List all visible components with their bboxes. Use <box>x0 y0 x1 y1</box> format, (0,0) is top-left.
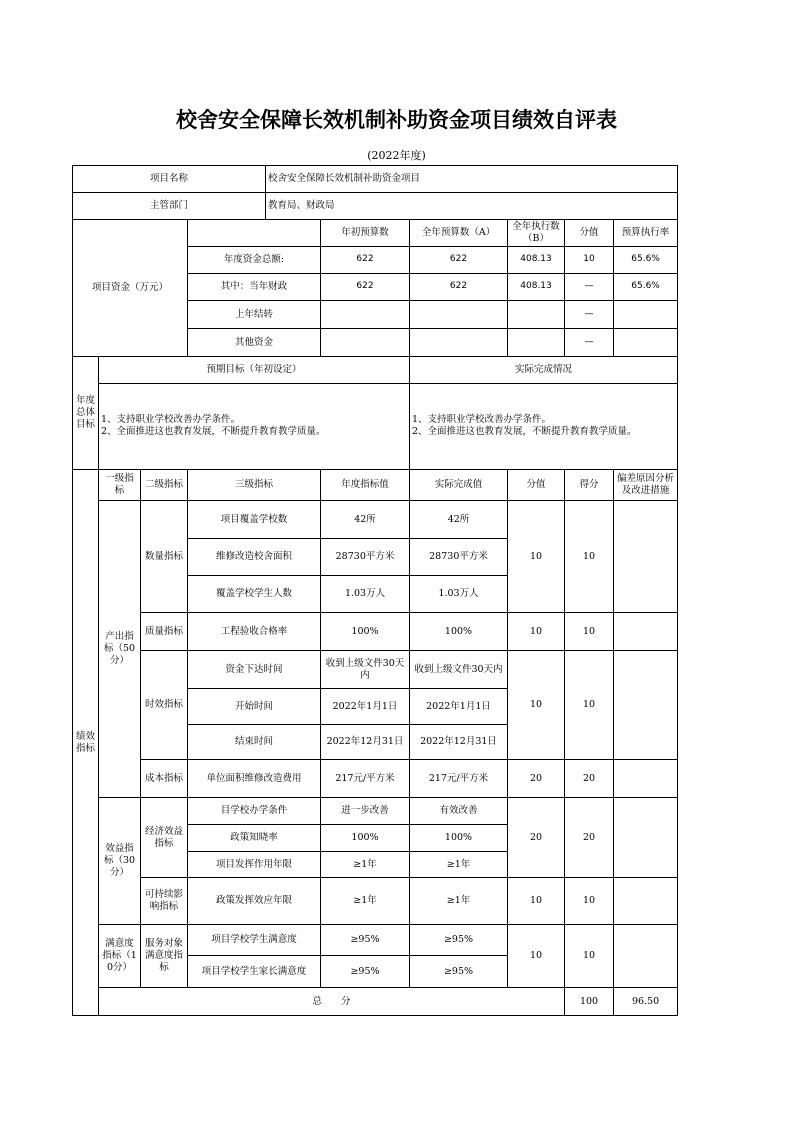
quantity-label: 数量指标 <box>141 501 188 613</box>
service-label: 服务对象满意度指标 <box>141 925 188 988</box>
timeliness-note <box>614 651 678 760</box>
funds-cell: 622 <box>321 247 410 274</box>
ind-header: 二级指标 <box>141 470 188 501</box>
quality-got: 10 <box>565 613 614 651</box>
funds-label: 项目资金（万元） <box>73 220 188 357</box>
indicator-actual: 1.03万人 <box>410 576 508 613</box>
indicator-actual: 42所 <box>410 501 508 539</box>
ind-header: 偏差原因分析及改进措施 <box>614 470 678 501</box>
indicator-name: 维修改造校舍面积 <box>188 539 321 576</box>
funds-row-label: 上年结转 <box>188 301 321 329</box>
funds-cell: 65.6% <box>614 247 678 274</box>
indicator-actual: 100% <box>410 825 508 852</box>
dept-label: 主管部门 <box>73 193 266 220</box>
funds-cell <box>508 301 565 329</box>
funds-cell <box>321 301 410 329</box>
indicator-name: 项目发挥作用年限 <box>188 852 321 878</box>
funds-cell: — <box>565 301 614 329</box>
indicator-target: 100% <box>321 825 410 852</box>
economic-label: 经济效益指标 <box>141 798 188 878</box>
funds-cell <box>321 329 410 357</box>
page-title: 校舍安全保障长效机制补助资金项目绩效自评表 <box>176 108 617 132</box>
funds-cell <box>410 301 508 329</box>
ind-header: 三级指标 <box>188 470 321 501</box>
funds-cell: 10 <box>565 247 614 274</box>
funds-cell: 65.6% <box>614 274 678 301</box>
goals-actual-header: 实际完成情况 <box>410 357 678 384</box>
quantity-note <box>614 501 678 613</box>
indicator-actual: ≥1年 <box>410 878 508 925</box>
satisfaction-label: 满意度指标（10分） <box>99 925 141 988</box>
indicator-actual: 100% <box>410 613 508 651</box>
funds-cell: — <box>565 329 614 357</box>
output-label: 产出指标（50分） <box>99 501 141 798</box>
indicator-actual: 2022年12月31日 <box>410 725 508 760</box>
indicator-target: ≥95% <box>321 956 410 988</box>
goals-planned-header: 预期目标（年初设定） <box>99 357 410 384</box>
service-note <box>614 925 678 988</box>
benefit-label: 效益指标（30分） <box>99 798 141 925</box>
funds-header: 全年预算数（A） <box>410 220 508 247</box>
quantity-score: 10 <box>508 501 565 613</box>
indicator-actual: ≥95% <box>410 956 508 988</box>
funds-cell <box>410 329 508 357</box>
indicator-name: 单位面积维修改造费用 <box>188 760 321 798</box>
funds-cell <box>614 329 678 357</box>
funds-row-label: 其他资金 <box>188 329 321 357</box>
quality-score: 10 <box>508 613 565 651</box>
sustainable-note <box>614 878 678 925</box>
funds-cell: 408.13 <box>508 274 565 301</box>
indicator-name: 覆盖学校学生人数 <box>188 576 321 613</box>
indicator-target: 217元/平方米 <box>321 760 410 798</box>
goals-actual-text: 1、支持职业学校改善办学条件。 2、全面推进这也教育发展，不断提升教育教学质量。 <box>410 384 678 470</box>
funds-row-label: 年度资金总额: <box>188 247 321 274</box>
indicator-name: 项目学校学生满意度 <box>188 925 321 956</box>
ind-header: 实际完成值 <box>410 470 508 501</box>
quality-note <box>614 613 678 651</box>
cost-label: 成本指标 <box>141 760 188 798</box>
cost-got: 20 <box>565 760 614 798</box>
total-score: 100 <box>565 988 614 1016</box>
funds-header: 分值 <box>565 220 614 247</box>
ind-header: 分值 <box>508 470 565 501</box>
report-year: (2022年度) <box>367 149 426 162</box>
funds-corner <box>188 220 321 247</box>
indicator-name: 项目覆盖学校数 <box>188 501 321 539</box>
indicator-name: 项目学校学生家长满意度 <box>188 956 321 988</box>
indicator-target: 1.03万人 <box>321 576 410 613</box>
sustainable-label: 可持续影响指标 <box>141 878 188 925</box>
funds-cell: 622 <box>321 274 410 301</box>
indicator-name: 结束时间 <box>188 725 321 760</box>
timeliness-got: 10 <box>565 651 614 760</box>
economic-score: 20 <box>508 798 565 878</box>
total-label: 总 分 <box>99 988 565 1016</box>
funds-header: 全年执行数（B） <box>508 220 565 247</box>
funds-cell: 622 <box>410 274 508 301</box>
ind-header: 得分 <box>565 470 614 501</box>
ind-header: 一级指标 <box>99 470 141 501</box>
indicator-actual: 收到上级文件30天内 <box>410 651 508 689</box>
indicator-name: 开始时间 <box>188 689 321 725</box>
indicator-target: 2022年1月1日 <box>321 689 410 725</box>
indicator-target: ≥1年 <box>321 878 410 925</box>
sustainable-got: 10 <box>565 878 614 925</box>
goals-planned-text: 1、支持职业学校改善办学条件。 2、全面推进这也教育发展，不断提升教育教学质量。 <box>99 384 410 470</box>
indicator-actual: ≥95% <box>410 925 508 956</box>
project-name-value: 校舍安全保障长效机制补助资金项目 <box>266 166 678 193</box>
funds-header: 年初预算数 <box>321 220 410 247</box>
indicator-target: 收到上级文件30天内 <box>321 651 410 689</box>
indicator-actual: 217元/平方米 <box>410 760 508 798</box>
funds-header: 预算执行率 <box>614 220 678 247</box>
quality-label: 质量指标 <box>141 613 188 651</box>
indicator-name: 目学校办学条件 <box>188 798 321 825</box>
indicator-target: ≥1年 <box>321 852 410 878</box>
cost-score: 20 <box>508 760 565 798</box>
total-got: 96.50 <box>614 988 678 1016</box>
timeliness-score: 10 <box>508 651 565 760</box>
indicator-name: 政策发挥效应年限 <box>188 878 321 925</box>
indicator-name: 资金下达时间 <box>188 651 321 689</box>
funds-row-label: 其中：当年财政 <box>188 274 321 301</box>
indicator-name: 政策知晓率 <box>188 825 321 852</box>
indicator-target: 2022年12月31日 <box>321 725 410 760</box>
funds-cell <box>508 329 565 357</box>
funds-cell: 408.13 <box>508 247 565 274</box>
indicator-name: 工程验收合格率 <box>188 613 321 651</box>
ind-header: 年度指标值 <box>321 470 410 501</box>
indicator-actual: 有效改善 <box>410 798 508 825</box>
indicator-target: 28730平方米 <box>321 539 410 576</box>
dept-value: 教育局、财政局 <box>266 193 678 220</box>
indicator-actual: 2022年1月1日 <box>410 689 508 725</box>
service-got: 10 <box>565 925 614 988</box>
quantity-got: 10 <box>565 501 614 613</box>
economic-note <box>614 798 678 878</box>
evaluation-table <box>72 165 678 1016</box>
indicator-target: 进一步改善 <box>321 798 410 825</box>
indicator-target: ≥95% <box>321 925 410 956</box>
funds-cell: — <box>565 274 614 301</box>
project-name-label: 项目名称 <box>73 166 266 193</box>
indicators-label: 绩效指标 <box>73 470 99 1016</box>
economic-got: 20 <box>565 798 614 878</box>
goals-label: 年度总体目标 <box>73 357 99 470</box>
indicator-actual: 28730平方米 <box>410 539 508 576</box>
service-score: 10 <box>508 925 565 988</box>
sustainable-score: 10 <box>508 878 565 925</box>
funds-cell: 622 <box>410 247 508 274</box>
indicator-actual: ≥1年 <box>410 852 508 878</box>
indicator-target: 100% <box>321 613 410 651</box>
funds-cell <box>614 301 678 329</box>
timeliness-label: 时效指标 <box>141 651 188 760</box>
indicator-target: 42所 <box>321 501 410 539</box>
cost-note <box>614 760 678 798</box>
